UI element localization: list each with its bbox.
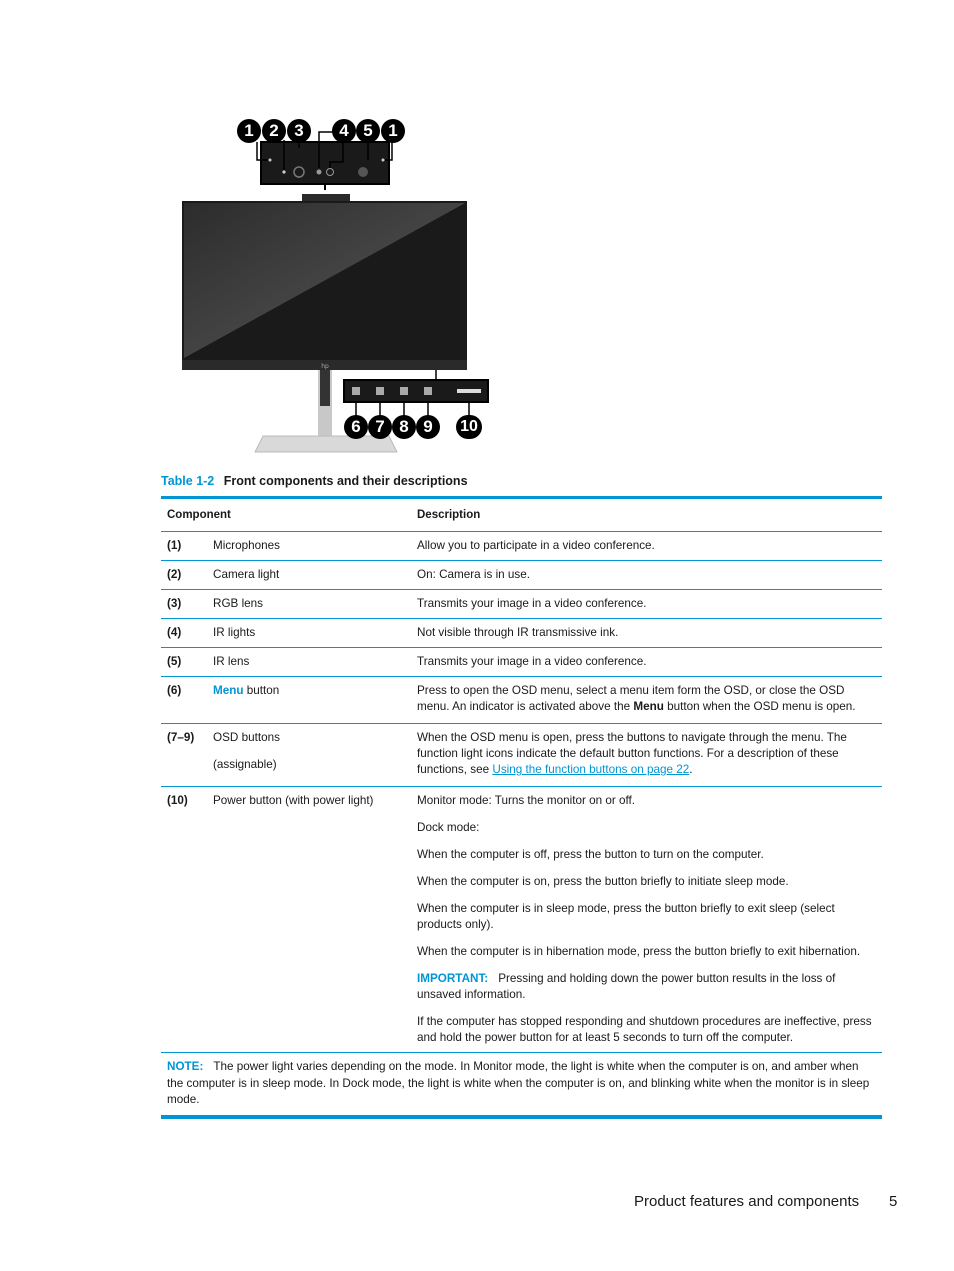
table-row (161, 561, 882, 590)
row-component: IR lens (207, 648, 411, 677)
row-component: Power button (with power light) (207, 787, 411, 1053)
table-title: Front components and their descriptions (223, 474, 468, 488)
page-footer (634, 1193, 898, 1210)
row-description: Not visible through IR transmissive ink. (411, 619, 882, 648)
table-row-power (161, 787, 882, 1053)
callout-1-left: 1 (237, 119, 261, 143)
component-rest: button (243, 684, 280, 697)
desc-paragraph: When the computer is on, press the button briefly to initiate sleep mode. (417, 875, 789, 888)
row-description (411, 677, 882, 724)
row-number: (3) (161, 590, 207, 619)
table-row-menu (161, 677, 882, 724)
callout-5: 5 (356, 119, 380, 143)
row-number: (10) (161, 787, 207, 1053)
row-component: Camera light (207, 561, 411, 590)
desc-part: button when the OSD menu is open. (663, 700, 856, 713)
component-note: (assignable) (213, 758, 277, 771)
callout-10: 10 (456, 415, 482, 439)
desc-paragraph: When the computer is in hibernation mode, press the button briefly to exit hibernation. (417, 945, 861, 958)
row-number: (5) (161, 648, 207, 677)
menu-keyword: Menu (213, 684, 244, 697)
components-table (161, 496, 882, 1119)
row-number: (4) (161, 619, 207, 648)
table-caption (161, 474, 468, 488)
monitor-figure (175, 112, 505, 457)
row-component: Microphones (207, 532, 411, 561)
table-row (161, 648, 882, 677)
desc-paragraph: If the computer has stopped responding and shutdown procedures are ineffective, press and hold the power button for at least 5 seconds to turn off the computer. (417, 1015, 872, 1044)
callout-1-right: 1 (381, 119, 405, 143)
desc-part: When the OSD menu is open, press the buttons to navigate through the menu. The function light icons indicate the default button functions. For a description of these functions, see (417, 731, 847, 776)
row-description: Transmits your image in a video conference. (411, 590, 882, 619)
monitor-illustration (175, 112, 505, 457)
row-number: (7–9) (161, 724, 207, 787)
callout-2: 2 (262, 119, 286, 143)
header-description: Description (411, 499, 882, 532)
callout-6: 6 (344, 415, 368, 439)
page-number: 5 (889, 1193, 898, 1210)
callout-8: 8 (392, 415, 416, 439)
row-component: IR lights (207, 619, 411, 648)
callout-7: 7 (368, 415, 392, 439)
desc-paragraph: When the computer is off, press the button to turn on the computer. (417, 848, 764, 861)
table-number: Table 1-2 (161, 474, 215, 488)
desc-part: Press to open the OSD menu, select a menu item form the OSD, or close the OSD menu. An indicator is activated above the (417, 684, 845, 713)
desc-part: . (689, 763, 693, 776)
row-description (411, 724, 882, 787)
table-row (161, 619, 882, 648)
note-text: The power light varies depending on the mode. In Monitor mode, the light is white when the computer is on, and amber when the computer is in sleep mode. In Dock mode, the light is white when the computer is on, and blinking white when the monitor is in sleep mode. (167, 1060, 870, 1106)
row-description (411, 787, 882, 1053)
desc-paragraph: Monitor mode: Turns the monitor on or off. (417, 794, 636, 807)
desc-paragraph: Dock mode: (417, 821, 480, 834)
important-notice (417, 971, 876, 1003)
desc-paragraph: When the computer is in sleep mode, press the button briefly to exit sleep (select products only). (417, 902, 835, 931)
svg-text:hp: hp (321, 363, 329, 370)
row-component (207, 677, 411, 724)
row-description: Transmits your image in a video conference. (411, 648, 882, 677)
callout-3: 3 (287, 119, 311, 143)
function-buttons-link[interactable]: Using the function buttons on page 22 (492, 763, 690, 776)
row-number: (1) (161, 532, 207, 561)
row-component (207, 724, 411, 787)
table-note (161, 1053, 882, 1115)
row-number: (6) (161, 677, 207, 724)
note-label: NOTE: (167, 1060, 204, 1073)
table-bottom-rule (161, 1115, 882, 1119)
important-label: IMPORTANT: (417, 972, 489, 985)
callout-4: 4 (332, 119, 356, 143)
footer-section: Product features and components (634, 1193, 860, 1210)
important-text: Pressing and holding down the power button results in the loss of unsaved information. (417, 972, 836, 1001)
component-name: OSD buttons (213, 731, 280, 744)
row-description: Allow you to participate in a video conference. (411, 532, 882, 561)
header-component: Component (161, 499, 411, 532)
table-row (161, 532, 882, 561)
table-row (161, 590, 882, 619)
row-description: On: Camera is in use. (411, 561, 882, 590)
table-row-osd (161, 724, 882, 787)
callout-9: 9 (416, 415, 440, 439)
desc-bold: Menu (633, 700, 664, 713)
row-component: RGB lens (207, 590, 411, 619)
row-number: (2) (161, 561, 207, 590)
